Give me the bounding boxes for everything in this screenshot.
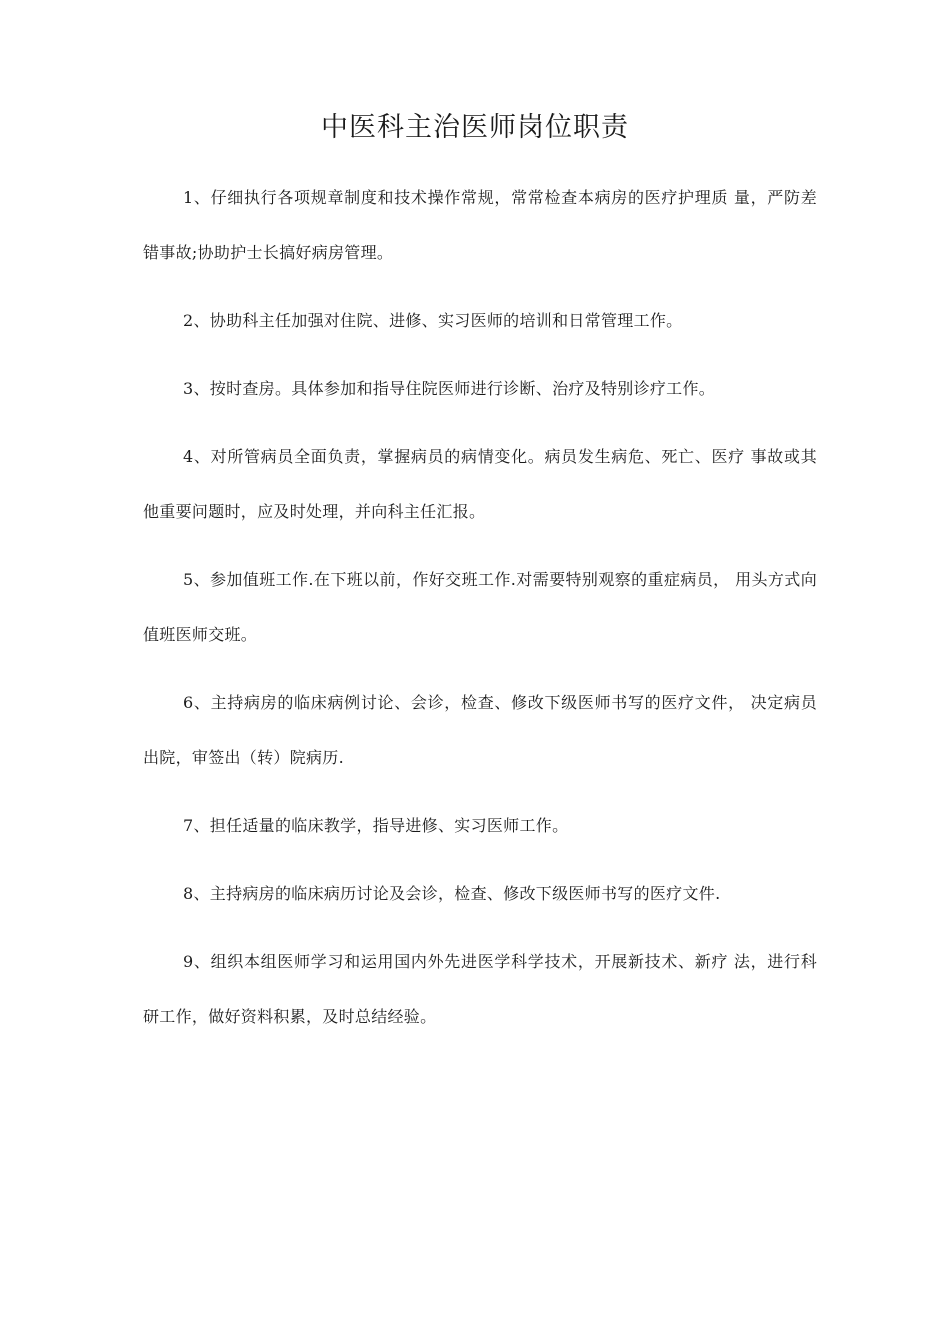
duty-item-8: 8、主持病房的临床病历讨论及会诊，检查、修改下级医师书写的医疗文件. [183, 884, 721, 903]
duty-item-2: 2、协助科主任加强对住院、进修、实习医师的培训和日常管理工作。 [183, 311, 683, 330]
duty-item-4: 4、对所管病员全面负责，掌握病员的病情变化。病员发生病危、死亡、医疗 事故或其他重要问题时，应及时处理，并向科主任汇报。 [143, 447, 817, 521]
duty-item-7: 7、担任适量的临床教学，指导进修、实习医师工作。 [183, 816, 569, 835]
duty-item-1: 1、仔细执行各项规章制度和技术操作常规，常常检查本病房的医疗护理质 量，严防差错事故;协助护士长搞好病房管理。 [143, 188, 817, 262]
duty-item-3: 3、按时查房。具体参加和指导住院医师进行诊断、治疗及特别诊疗工作。 [183, 379, 716, 398]
document-title: 中医科主治医师岗位职责 [321, 112, 629, 143]
duty-item-9: 9、组织本组医师学习和运用国内外先进医学科学技术，开展新技术、新疗 法，进行科研工作，做好资料积累，及时总结经验。 [143, 952, 817, 1026]
duty-item-5: 5、参加值班工作.在下班以前，作好交班工作.对需要特别观察的重症病员， 用头方式向值班医师交班。 [143, 570, 817, 644]
duty-list [143, 170, 817, 1057]
duty-item-6: 6、主持病房的临床病例讨论、会诊，检查、修改下级医师书写的医疗文件， 决定病员出院，审签出（转）院病历. [143, 693, 817, 767]
